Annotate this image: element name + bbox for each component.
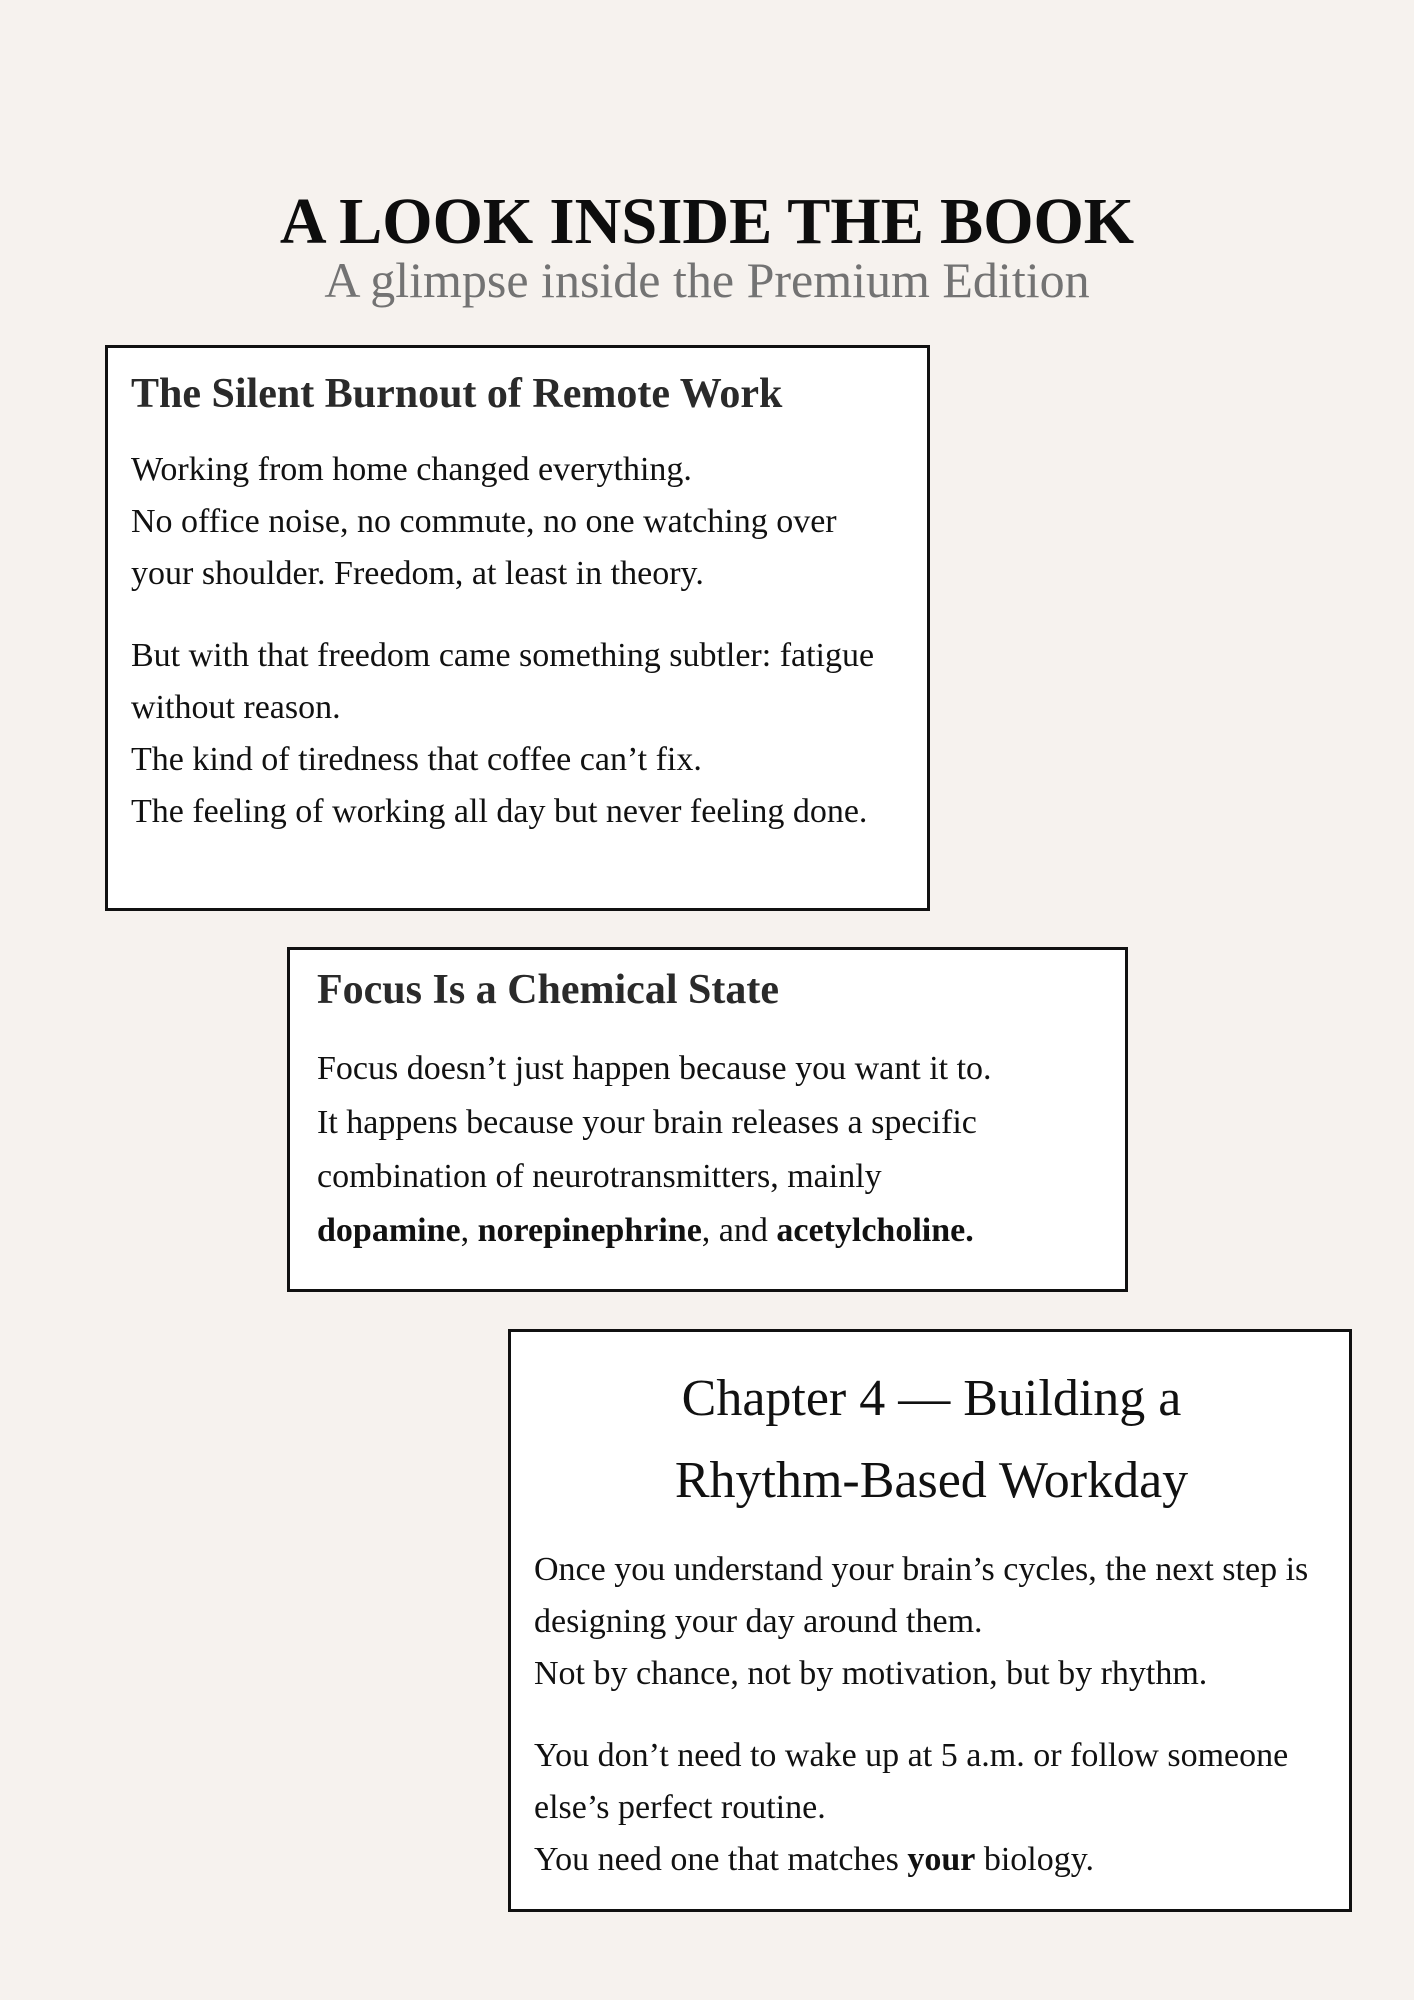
excerpt-paragraph [534, 1544, 1329, 1700]
paragraph-line: But with that freedom came something subtler: fatigue without reason. [131, 637, 875, 726]
paragraph-line: The feeling of working all day but never feeling done. [131, 793, 868, 830]
paragraph-line: Focus doesn’t just happen because you want it to. [317, 1050, 992, 1087]
paragraph-emphasis-line [534, 1834, 1329, 1886]
chapter-heading-line: Chapter 4 — Building a [681, 1370, 1182, 1427]
excerpt-paragraph [131, 630, 904, 838]
paragraph-line: You don’t need to wake up at 5 a.m. or follow someone else’s perfect routine. [534, 1737, 1289, 1826]
excerpt-paragraph [131, 444, 904, 600]
excerpt-heading: Focus Is a Chemical State [317, 967, 779, 1013]
page-title: A LOOK INSIDE THE BOOK [279, 185, 1135, 259]
paragraph-line: Not by chance, not by motivation, but by rhythm. [534, 1655, 1208, 1692]
excerpt-card-focus-chemical [287, 947, 1128, 1292]
text-after: biology. [975, 1841, 1094, 1878]
excerpt-paragraph [317, 1042, 1102, 1258]
separator: , and [701, 1212, 777, 1249]
paragraph-emphasis-line [317, 1204, 1102, 1258]
page-subtitle: A glimpse inside the Premium Edition [324, 252, 1090, 308]
paragraph-line: No office noise, no commute, no one watching over your shoulder. Freedom, at least in theory. [131, 503, 837, 592]
text-before: You need one that matches [534, 1841, 908, 1878]
excerpt-card-silent-burnout [105, 345, 930, 911]
bold-term-norepinephrine: norepinephrine [477, 1212, 702, 1249]
paragraph-line: It happens because your brain releases a specific combination of neurotransmitters, mainly [317, 1104, 977, 1195]
separator: , [460, 1212, 478, 1249]
excerpt-card-chapter-4 [508, 1329, 1352, 1912]
paragraph-line: Once you understand your brain’s cycles, the next step is designing your day around them. [534, 1551, 1309, 1640]
bold-term-acetylcholine: acetylcholine. [776, 1212, 974, 1249]
paragraph-line: The kind of tiredness that coffee can’t fix. [131, 741, 702, 778]
bold-term-dopamine: dopamine [317, 1212, 461, 1249]
chapter-heading [534, 1358, 1329, 1522]
paragraph-line: Working from home changed everything. [131, 451, 692, 488]
excerpt-heading: The Silent Burnout of Remote Work [131, 371, 783, 417]
excerpt-paragraph [534, 1730, 1329, 1886]
bold-term-your: your [907, 1841, 976, 1878]
chapter-heading-line: Rhythm-Based Workday [674, 1452, 1189, 1509]
